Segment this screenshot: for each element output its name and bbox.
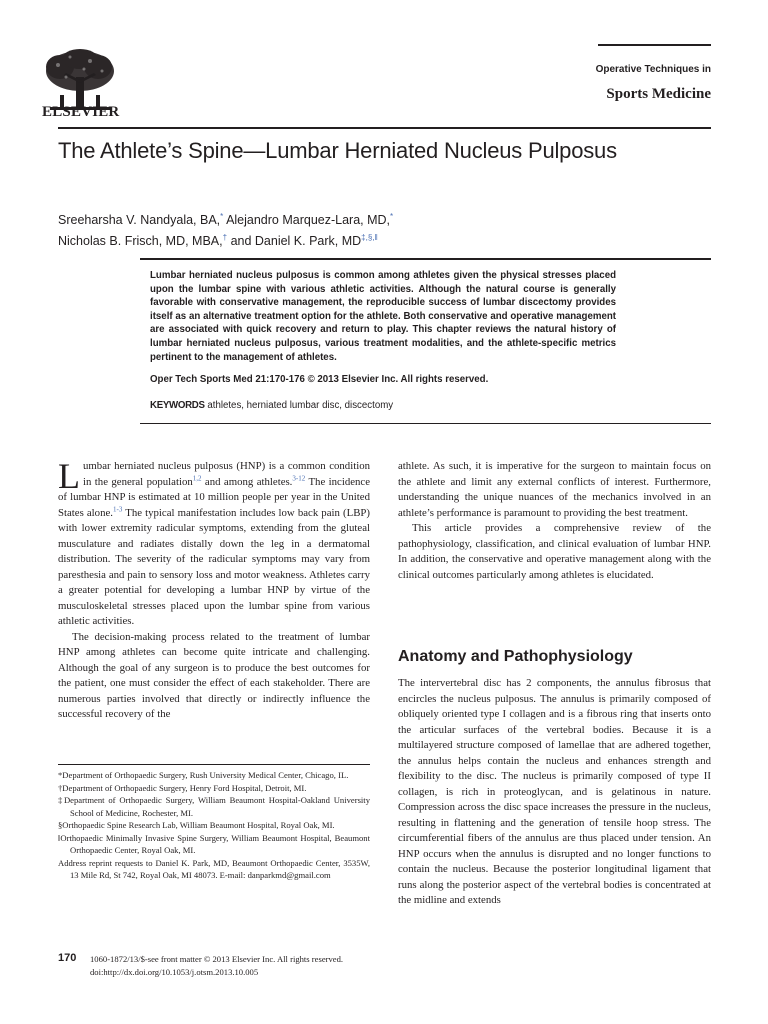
journal-name-line1: Operative Techniques in	[595, 64, 711, 75]
footer-info	[90, 953, 343, 978]
affiliation-mark[interactable]: *	[220, 212, 224, 221]
keywords	[150, 400, 616, 411]
doi-link[interactable]: doi:http://dx.doi.org/10.1053/j.otsm.2013.10.005	[90, 966, 259, 977]
footnote: ‖Orthopaedic Minimally Invasive Spine Surgery, William Beaumont Hospital, Beaumont Orthopaedic Center, Royal Oak, MI.	[58, 832, 370, 855]
text-run: and among athletes.	[201, 475, 293, 488]
body-column-left	[58, 456, 371, 723]
body-column-right-section	[398, 676, 711, 909]
journal-rule	[598, 44, 711, 46]
section-heading: Anatomy and Pathophysiology	[398, 648, 633, 665]
author-name: and Daniel K. Park, MD	[230, 234, 362, 249]
keywords-text: athletes, herniated lumbar disc, discectomy	[207, 400, 394, 411]
publisher-name: ELSEVIER	[42, 104, 120, 120]
reference-link[interactable]: 1-3	[112, 504, 123, 513]
footnote: ‡Department of Orthopaedic Surgery, William Beaumont Hospital-Oakland University School of Medicine, Rochester, MI.	[58, 795, 370, 818]
affiliation-mark[interactable]: *	[390, 212, 394, 221]
footnote: Address reprint requests to Daniel K. Park, MD, Beaumont Orthopaedic Center, 3535W, 13 Mile Rd, St 742, Royal Oak, MI 48073. E-mail: danparkmd@gmail.com	[58, 857, 370, 880]
abstract-bottom-rule	[140, 423, 711, 424]
body-paragraph: athlete. As such, it is imperative for the surgeon to maintain focus on the athlete and limit any external conflicts of interest. Furthermore, understanding the unique nuances of the mechanics involved in an athlete’s performance is paramount to providing the best treatment.	[398, 460, 711, 519]
author-list	[58, 208, 618, 250]
affiliation-mark[interactable]: ‡,§,‖	[361, 233, 378, 243]
header-rule	[58, 127, 711, 129]
body-paragraph	[58, 456, 371, 630]
abstract-text: Lumbar herniated nucleus pulposus is common among athletes given the physical stresses placed upon the lumbar spine with various athletic activities. Although the natural course is generally favorable with conservative management, the reproducible success of lumbar discectomy provides itself as an alternative treatment option for the athlete. Both conservative and operative management are associated with quick recovery and return to play. This chapter reviews the natural history of lumbar herniated nucleus pulposus, various treatment modalities, and the athlete-specific metrics pertinent to the management of athletes.	[150, 270, 616, 363]
text-run: The incidence of lumbar HNP is estimated at 10 million people per year in the United States alone.	[58, 475, 371, 519]
article-title: The Athlete’s Spine—Lumbar Herniated Nucleus Pulposus	[58, 138, 617, 163]
body-paragraph: This article provides a comprehensive review of the pathophysiology, classification, and clinical evaluation of lumbar HNP. In addition, the conservative and operative management along with the clinical outcomes particularly among athletes is elucidated.	[398, 522, 711, 581]
author-name: Nicholas B. Frisch, MD, MBA,	[58, 234, 223, 249]
body-paragraph: The decision-making process related to the treatment of lumbar HNP among athletes can become quite intricate and challenging. Although the goal of any surgeon is to produce the best outcomes for the patient, one must consider the effect of each stakeholder. There are numerous parties involved that directly or indirectly influence the successful recovery of the	[58, 630, 370, 720]
author-name: Alejandro Marquez-Lara, MD,	[226, 213, 391, 228]
footnote: §Orthopaedic Spine Research Lab, William Beaumont Hospital, Royal Oak, MI.	[58, 820, 335, 830]
keywords-label: KEYWORDS	[150, 400, 205, 411]
page-number: 170	[58, 952, 77, 964]
reference-link[interactable]: 1,2	[192, 473, 202, 482]
body-column-right	[398, 459, 711, 583]
drop-cap: L	[58, 456, 80, 496]
citation-line: Oper Tech Sports Med 21:170-176 © 2013 Elsevier Inc. All rights reserved.	[150, 374, 489, 385]
affiliation-mark[interactable]: †	[222, 233, 228, 243]
footnote: *Department of Orthopaedic Surgery, Rush University Medical Center, Chicago, IL.	[58, 770, 349, 780]
journal-name-line2: Sports Medicine	[606, 86, 711, 102]
author-name: Sreeharsha V. Nandyala, BA,	[58, 213, 221, 228]
reference-link[interactable]: 3-12	[292, 473, 306, 482]
abstract-top-rule	[140, 258, 711, 260]
affiliation-footnotes	[58, 769, 370, 882]
copyright-line: 1060-1872/13/$-see front matter © 2013 Elsevier Inc. All rights reserved.	[90, 954, 344, 964]
footnote-rule	[58, 764, 370, 765]
text-run: The typical manifestation includes low back pain (LBP) with lower extremity radicular symptoms, extending from the gluteal musculature and radiates distally down the leg in a dermatomal distribution. The severity of the radicular symptoms may vary from paresthesia and pain to sensory loss and motor weakness. Athletes carry a greater potential for developing a lumbar HNP by virtue of the musculoskeletal stresses placed upon the lumbar spine from various athletic activities.	[58, 506, 370, 627]
footnote: †Department of Orthopaedic Surgery, Henry Ford Hospital, Detroit, MI.	[58, 782, 307, 793]
body-paragraph: The intervertebral disc has 2 components, the annulus fibrosus that encircles the nucleus pulposus. The annulus is primarily composed of obliquely oriented type I collagen and is a fibrous ring that inserts onto the articular surfaces of the vertebral bodies. Because it is a multilayered structure composed of lamellae that are adhered together, the annulus helps contain the nucleus and enhances strength and flexibility to the disc. The nucleus is primarily composed of type II collagen, is rich in proteoglycan, and is gelatinous in nature. Compression across the disc space increases the pressure in the nucleus, resulting in flattening and the generation of tensile hoop stress. The circumferential fibers of the annulus are thus placed under tension. An HNP occurs when the annulus is disrupted and no longer functions to contain the nucleus. Because the posterior longitudinal ligament that runs along the posterior aspect of the vertebral bodies is concentrated at the midline and extends	[398, 677, 711, 906]
text-run: umbar herniated nucleus pulposus (HNP) is a common condition in the general population	[83, 460, 370, 488]
